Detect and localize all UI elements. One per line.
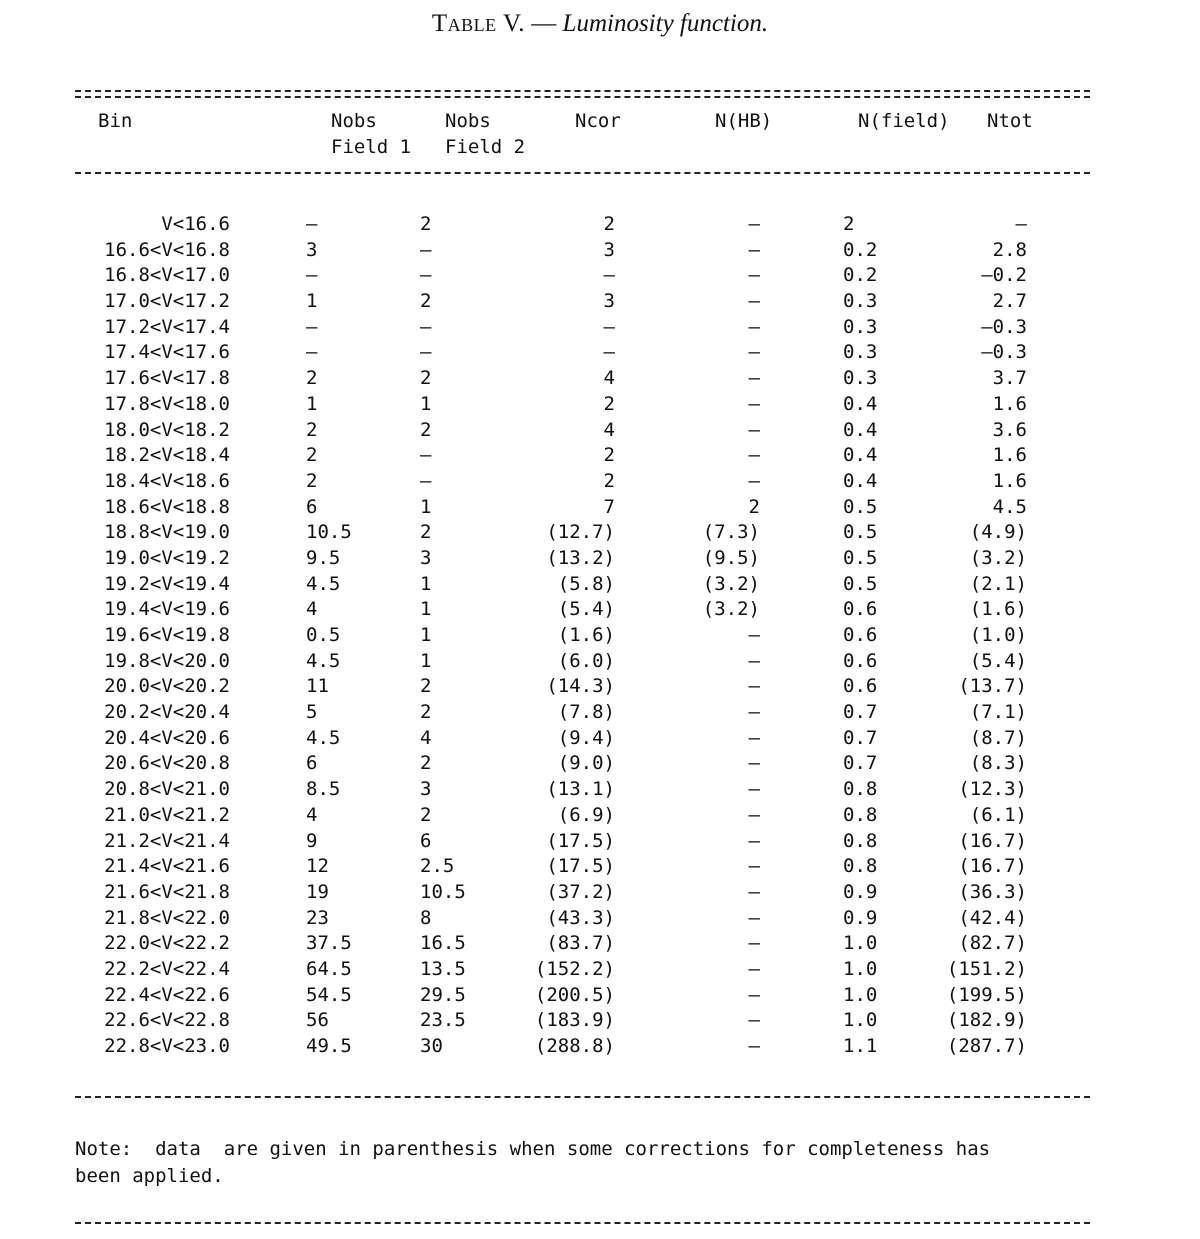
cell-ncor: (6.0) bbox=[557, 649, 615, 672]
cell-bin: 17.8<V<18.0 bbox=[104, 392, 230, 415]
cell-bin: 18.6<V<18.8 bbox=[104, 495, 230, 518]
cell-ncor: (1.6) bbox=[557, 624, 615, 646]
cell-ncor: 2 bbox=[603, 444, 615, 467]
cell-ncor: 3 bbox=[603, 238, 615, 261]
cell-nobs-field2: 29.5 bbox=[420, 983, 466, 1006]
cell-bin: 19.6<V<19.8 bbox=[104, 624, 230, 646]
cell-nfield: 0.6 bbox=[843, 649, 878, 672]
cell-ntot: –0.3 bbox=[981, 315, 1027, 338]
cell-nhb: – bbox=[748, 778, 760, 801]
cell-nobs-field2: 10.5 bbox=[420, 880, 466, 903]
table-row bbox=[0, 546, 1200, 572]
cell-nobs-field2: 30 bbox=[420, 1035, 443, 1057]
cell-bin: 21.0<V<21.2 bbox=[104, 803, 230, 826]
cell-nobs-field1: 6 bbox=[306, 752, 318, 775]
cell-bin: 18.4<V<18.6 bbox=[104, 469, 230, 492]
cell-nhb: (3.2) bbox=[702, 598, 760, 621]
cell-nfield: 0.4 bbox=[843, 418, 878, 441]
table-row bbox=[0, 726, 1200, 752]
cell-ncor: (17.5) bbox=[546, 855, 615, 878]
cell-nobs-field1: 64.5 bbox=[306, 957, 352, 980]
cell-ntot: 3.6 bbox=[992, 418, 1027, 441]
cell-nobs-field1: 10.5 bbox=[306, 521, 352, 544]
cell-ntot: 2.8 bbox=[992, 238, 1027, 261]
cell-bin: 20.8<V<21.0 bbox=[104, 778, 230, 801]
cell-bin: 22.2<V<22.4 bbox=[104, 957, 230, 980]
cell-bin: 18.2<V<18.4 bbox=[104, 444, 230, 467]
cell-bin: 21.8<V<22.0 bbox=[104, 906, 230, 929]
cell-ntot: (151.2) bbox=[946, 957, 1027, 980]
cell-ncor: – bbox=[603, 264, 615, 287]
table-caption bbox=[0, 10, 1200, 38]
cell-nhb: – bbox=[748, 1035, 760, 1057]
cell-nobs-field1: 4 bbox=[306, 803, 318, 826]
cell-ntot: (12.3) bbox=[958, 778, 1027, 801]
cell-nobs-field2: 3 bbox=[420, 778, 432, 801]
cell-nfield: 0.5 bbox=[843, 546, 878, 569]
table-row bbox=[0, 289, 1200, 315]
cell-ncor: 3 bbox=[603, 290, 615, 313]
cell-nobs-field2: 1 bbox=[420, 392, 432, 415]
cell-nfield: 0.7 bbox=[843, 726, 878, 749]
cell-nobs-field2: 6 bbox=[420, 829, 432, 852]
cell-nobs-field2: 2 bbox=[420, 701, 432, 724]
cell-nfield: 0.6 bbox=[843, 624, 878, 646]
cell-ntot: (13.7) bbox=[958, 675, 1027, 698]
cell-nfield: 0.8 bbox=[843, 803, 878, 826]
table-row bbox=[0, 263, 1200, 289]
cell-ntot: (287.7) bbox=[946, 1035, 1027, 1057]
table-row bbox=[0, 983, 1200, 1009]
cell-nhb: – bbox=[748, 726, 760, 749]
cell-ncor: (9.0) bbox=[557, 752, 615, 775]
cell-bin: 16.8<V<17.0 bbox=[104, 264, 230, 287]
cell-ntot: (16.7) bbox=[958, 855, 1027, 878]
cell-ncor: 4 bbox=[603, 367, 615, 390]
cell-ncor: (9.4) bbox=[557, 726, 615, 749]
cell-bin: 20.4<V<20.6 bbox=[104, 726, 230, 749]
cell-ncor: (288.8) bbox=[534, 1035, 615, 1057]
cell-nobs-field2: 1 bbox=[420, 572, 432, 595]
table-row bbox=[0, 212, 1200, 238]
cell-bin: 17.0<V<17.2 bbox=[104, 290, 230, 313]
cell-nhb: – bbox=[748, 701, 760, 724]
table-row bbox=[0, 777, 1200, 803]
cell-bin: 19.4<V<19.6 bbox=[104, 598, 230, 621]
table-note bbox=[75, 1136, 1115, 1190]
header-nfield: N(field) bbox=[858, 110, 950, 132]
cell-nobs-field2: 2 bbox=[420, 367, 432, 390]
note-line-1: Note: data are given in parenthesis when some corrections for completeness has bbox=[75, 1138, 991, 1160]
cell-nobs-field2: 2 bbox=[420, 675, 432, 698]
cell-nhb: – bbox=[748, 213, 760, 235]
cell-ntot: (36.3) bbox=[958, 880, 1027, 903]
cell-ntot: 3.7 bbox=[992, 367, 1027, 390]
cell-bin: 20.6<V<20.8 bbox=[104, 752, 230, 775]
cell-nfield: 0.9 bbox=[843, 906, 878, 929]
cell-ncor: (43.3) bbox=[546, 906, 615, 929]
cell-ncor: – bbox=[603, 341, 615, 364]
table-row bbox=[0, 469, 1200, 495]
cell-nfield: 1.0 bbox=[843, 1009, 878, 1032]
cell-nhb: – bbox=[748, 392, 760, 415]
cell-ntot: (5.4) bbox=[969, 649, 1027, 672]
cell-ntot: (1.0) bbox=[969, 624, 1027, 646]
header-nobs-field2 bbox=[445, 108, 525, 160]
table-row bbox=[0, 649, 1200, 675]
table-row bbox=[0, 1034, 1200, 1060]
table-row bbox=[0, 392, 1200, 418]
cell-bin: 19.8<V<20.0 bbox=[104, 649, 230, 672]
cell-nhb: – bbox=[748, 290, 760, 313]
cell-nobs-field2: 2 bbox=[420, 803, 432, 826]
cell-nobs-field1: 12 bbox=[306, 855, 329, 878]
table-row bbox=[0, 1008, 1200, 1034]
cell-nobs-field2: 2 bbox=[420, 752, 432, 775]
cell-ncor: (152.2) bbox=[534, 957, 615, 980]
cell-nhb: – bbox=[748, 264, 760, 287]
cell-nfield: 0.3 bbox=[843, 315, 878, 338]
table-row bbox=[0, 495, 1200, 521]
cell-ntot: (42.4) bbox=[958, 906, 1027, 929]
cell-bin: 22.8<V<23.0 bbox=[104, 1035, 230, 1057]
cell-nfield: 1.0 bbox=[843, 983, 878, 1006]
cell-ncor: (5.4) bbox=[557, 598, 615, 621]
cell-nhb: – bbox=[748, 238, 760, 261]
cell-nfield: 1.0 bbox=[843, 957, 878, 980]
cell-nobs-field2: 2 bbox=[420, 213, 432, 235]
cell-ncor: (6.9) bbox=[557, 803, 615, 826]
cell-bin: 16.6<V<16.8 bbox=[104, 238, 230, 261]
cell-nhb: – bbox=[748, 880, 760, 903]
cell-nfield: 0.2 bbox=[843, 264, 878, 287]
cell-ntot: 4.5 bbox=[992, 495, 1027, 518]
cell-nfield: 0.7 bbox=[843, 701, 878, 724]
cell-nobs-field1: 5 bbox=[306, 701, 318, 724]
cell-ntot: (6.1) bbox=[969, 803, 1027, 826]
cell-nobs-field1: 4.5 bbox=[306, 649, 341, 672]
cell-ntot: (1.6) bbox=[969, 598, 1027, 621]
cell-nobs-field1: 4 bbox=[306, 598, 318, 621]
cell-bin: 21.2<V<21.4 bbox=[104, 829, 230, 852]
table-row bbox=[0, 623, 1200, 649]
caption-dash: — bbox=[531, 10, 557, 37]
top-double-rule bbox=[75, 90, 1090, 98]
cell-bin: 19.0<V<19.2 bbox=[104, 546, 230, 569]
cell-bin: 18.8<V<19.0 bbox=[104, 521, 230, 544]
cell-nfield: 0.6 bbox=[843, 598, 878, 621]
table-row bbox=[0, 572, 1200, 598]
cell-ncor: (83.7) bbox=[546, 932, 615, 955]
cell-nhb: – bbox=[748, 1009, 760, 1032]
cell-ntot: (82.7) bbox=[958, 932, 1027, 955]
cell-ntot: 1.6 bbox=[992, 469, 1027, 492]
cell-nobs-field1: 37.5 bbox=[306, 932, 352, 955]
cell-nhb: (9.5) bbox=[702, 546, 760, 569]
cell-nobs-field2: 2 bbox=[420, 418, 432, 441]
cell-bin: 20.0<V<20.2 bbox=[104, 675, 230, 698]
cell-nobs-field1: 11 bbox=[306, 675, 329, 698]
table-caption-text: Luminosity function. bbox=[562, 10, 769, 37]
cell-bin: 17.4<V<17.6 bbox=[104, 341, 230, 364]
cell-nobs-field2: 2 bbox=[420, 290, 432, 313]
cell-ntot: (199.5) bbox=[946, 983, 1027, 1006]
cell-nhb: – bbox=[748, 675, 760, 698]
cell-bin: 22.6<V<22.8 bbox=[104, 1009, 230, 1032]
cell-nobs-field2: 1 bbox=[420, 495, 432, 518]
cell-nhb: – bbox=[748, 444, 760, 467]
cell-nobs-field1: 1 bbox=[306, 290, 318, 313]
cell-nhb: – bbox=[748, 367, 760, 390]
cell-ncor: (183.9) bbox=[534, 1009, 615, 1032]
cell-nobs-field2: 1 bbox=[420, 649, 432, 672]
cell-nobs-field2: 2 bbox=[420, 521, 432, 544]
cell-ntot: (8.3) bbox=[969, 752, 1027, 775]
cell-ncor: (13.1) bbox=[546, 778, 615, 801]
cell-ncor: 2 bbox=[603, 469, 615, 492]
table-row bbox=[0, 238, 1200, 264]
cell-nhb: – bbox=[748, 855, 760, 878]
bottom-rule bbox=[75, 1096, 1090, 1098]
cell-nobs-field1: 4.5 bbox=[306, 572, 341, 595]
cell-nobs-field2: 1 bbox=[420, 624, 432, 646]
cell-nhb: – bbox=[748, 469, 760, 492]
table-row bbox=[0, 315, 1200, 341]
header-nobs2: Nobs bbox=[445, 110, 491, 132]
cell-nfield: 2 bbox=[843, 213, 855, 235]
cell-ncor: 4 bbox=[603, 418, 615, 441]
cell-bin: 18.0<V<18.2 bbox=[104, 418, 230, 441]
cell-nobs-field2: 2.5 bbox=[420, 855, 455, 878]
cell-nobs-field1: 54.5 bbox=[306, 983, 352, 1006]
cell-ntot: 2.7 bbox=[992, 290, 1027, 313]
header-ntot: Ntot bbox=[987, 110, 1033, 132]
cell-bin: 17.2<V<17.4 bbox=[104, 315, 230, 338]
cell-nobs-field1: 2 bbox=[306, 469, 318, 492]
cell-nobs-field2: – bbox=[420, 444, 432, 467]
cell-nobs-field1: 2 bbox=[306, 367, 318, 390]
cell-ncor: 7 bbox=[603, 495, 615, 518]
cell-ncor: (14.3) bbox=[546, 675, 615, 698]
table-row bbox=[0, 443, 1200, 469]
cell-nhb: – bbox=[748, 752, 760, 775]
table-row bbox=[0, 906, 1200, 932]
cell-nfield: 0.4 bbox=[843, 392, 878, 415]
cell-nfield: 0.7 bbox=[843, 752, 878, 775]
cell-nobs-field1: – bbox=[306, 341, 318, 364]
cell-nhb: – bbox=[748, 957, 760, 980]
cell-nobs-field1: 2 bbox=[306, 444, 318, 467]
cell-nhb: – bbox=[748, 649, 760, 672]
cell-ntot: (2.1) bbox=[969, 572, 1027, 595]
cell-nobs-field1: 6 bbox=[306, 495, 318, 518]
table-row bbox=[0, 520, 1200, 546]
cell-ntot: (16.7) bbox=[958, 829, 1027, 852]
cell-ncor: (7.8) bbox=[557, 701, 615, 724]
cell-nfield: 0.5 bbox=[843, 572, 878, 595]
cell-nobs-field1: – bbox=[306, 264, 318, 287]
cell-ncor: 2 bbox=[603, 213, 615, 235]
cell-nobs-field1: 9.5 bbox=[306, 546, 341, 569]
cell-bin: 19.2<V<19.4 bbox=[104, 572, 230, 595]
cell-nhb: – bbox=[748, 418, 760, 441]
table-row bbox=[0, 366, 1200, 392]
cell-bin: 21.6<V<21.8 bbox=[104, 880, 230, 903]
note-rule bbox=[75, 1222, 1090, 1224]
cell-nobs-field1: 19 bbox=[306, 880, 329, 903]
header-field1: Field 1 bbox=[331, 136, 412, 158]
cell-ntot: (8.7) bbox=[969, 726, 1027, 749]
cell-nfield: 0.8 bbox=[843, 829, 878, 852]
header-nhb: N(HB) bbox=[715, 110, 773, 132]
cell-nhb: – bbox=[748, 906, 760, 929]
table-row bbox=[0, 700, 1200, 726]
cell-nobs-field1: 3 bbox=[306, 238, 318, 261]
cell-nfield: 0.8 bbox=[843, 855, 878, 878]
cell-nobs-field2: 1 bbox=[420, 598, 432, 621]
cell-nobs-field1: – bbox=[306, 315, 318, 338]
cell-bin: V<16.6 bbox=[161, 213, 230, 235]
cell-nobs-field2: – bbox=[420, 469, 432, 492]
cell-ntot: – bbox=[1015, 213, 1027, 235]
cell-nhb: – bbox=[748, 983, 760, 1006]
header-rule bbox=[75, 172, 1090, 174]
table-row bbox=[0, 418, 1200, 444]
cell-ncor: (5.8) bbox=[557, 572, 615, 595]
header-nobs-field1 bbox=[331, 108, 411, 160]
cell-nfield: 0.3 bbox=[843, 290, 878, 313]
cell-nfield: 0.2 bbox=[843, 238, 878, 261]
cell-ncor: (13.2) bbox=[546, 546, 615, 569]
table-row bbox=[0, 829, 1200, 855]
table-body bbox=[0, 212, 1200, 1060]
cell-nfield: 0.4 bbox=[843, 444, 878, 467]
cell-bin: 21.4<V<21.6 bbox=[104, 855, 230, 878]
cell-nobs-field1: 9 bbox=[306, 829, 318, 852]
cell-nobs-field2: 16.5 bbox=[420, 932, 466, 955]
cell-ncor: – bbox=[603, 315, 615, 338]
cell-nobs-field1: 4.5 bbox=[306, 726, 341, 749]
cell-nfield: 0.6 bbox=[843, 675, 878, 698]
cell-nobs-field2: 13.5 bbox=[420, 957, 466, 980]
table-row bbox=[0, 597, 1200, 623]
cell-ntot: 1.6 bbox=[992, 444, 1027, 467]
table-label: Table V. bbox=[431, 10, 526, 37]
cell-nfield: 1.1 bbox=[843, 1035, 878, 1057]
cell-nfield: 0.5 bbox=[843, 495, 878, 518]
cell-bin: 17.6<V<17.8 bbox=[104, 367, 230, 390]
cell-nhb: – bbox=[748, 829, 760, 852]
cell-bin: 22.4<V<22.6 bbox=[104, 983, 230, 1006]
cell-nobs-field2: – bbox=[420, 264, 432, 287]
cell-nobs-field1: 23 bbox=[306, 906, 329, 929]
cell-nfield: 0.3 bbox=[843, 341, 878, 364]
header-nobs1: Nobs bbox=[331, 110, 377, 132]
cell-nfield: 1.0 bbox=[843, 932, 878, 955]
cell-ncor: (12.7) bbox=[546, 521, 615, 544]
cell-nobs-field2: 3 bbox=[420, 546, 432, 569]
cell-nhb: (3.2) bbox=[702, 572, 760, 595]
cell-nobs-field2: – bbox=[420, 315, 432, 338]
table-row bbox=[0, 751, 1200, 777]
table-row bbox=[0, 854, 1200, 880]
cell-nobs-field1: 1 bbox=[306, 392, 318, 415]
cell-ncor: (17.5) bbox=[546, 829, 615, 852]
table-row bbox=[0, 880, 1200, 906]
cell-nobs-field1: – bbox=[306, 213, 318, 235]
cell-nhb: – bbox=[748, 341, 760, 364]
table-row bbox=[0, 803, 1200, 829]
cell-ntot: (4.9) bbox=[969, 521, 1027, 544]
cell-nobs-field2: – bbox=[420, 341, 432, 364]
cell-ntot: (182.9) bbox=[946, 1009, 1027, 1032]
cell-nobs-field1: 8.5 bbox=[306, 778, 341, 801]
header-bin: Bin bbox=[98, 110, 133, 132]
cell-nobs-field1: 49.5 bbox=[306, 1035, 352, 1057]
cell-nhb: – bbox=[748, 803, 760, 826]
cell-ncor: 2 bbox=[603, 392, 615, 415]
cell-nhb: – bbox=[748, 315, 760, 338]
cell-nobs-field2: 23.5 bbox=[420, 1009, 466, 1032]
cell-nobs-field1: 0.5 bbox=[306, 624, 341, 646]
table-row bbox=[0, 931, 1200, 957]
cell-nhb: (7.3) bbox=[702, 521, 760, 544]
cell-nobs-field1: 56 bbox=[306, 1009, 329, 1032]
cell-ntot: (3.2) bbox=[969, 546, 1027, 569]
cell-nobs-field2: – bbox=[420, 238, 432, 261]
cell-ncor: (37.2) bbox=[546, 880, 615, 903]
cell-bin: 20.2<V<20.4 bbox=[104, 701, 230, 724]
header-field2: Field 2 bbox=[445, 136, 526, 158]
cell-ntot: –0.2 bbox=[981, 264, 1027, 287]
cell-nfield: 0.5 bbox=[843, 521, 878, 544]
table-row bbox=[0, 674, 1200, 700]
cell-nobs-field2: 4 bbox=[420, 726, 432, 749]
cell-nobs-field2: 8 bbox=[420, 906, 432, 929]
table-row bbox=[0, 340, 1200, 366]
cell-ntot: (7.1) bbox=[969, 701, 1027, 724]
cell-nhb: 2 bbox=[748, 495, 760, 518]
cell-bin: 22.0<V<22.2 bbox=[104, 932, 230, 955]
cell-nfield: 0.4 bbox=[843, 469, 878, 492]
cell-nfield: 0.3 bbox=[843, 367, 878, 390]
header-ncor: Ncor bbox=[575, 110, 621, 132]
note-line-2: been applied. bbox=[75, 1165, 224, 1187]
cell-nobs-field1: 2 bbox=[306, 418, 318, 441]
cell-nfield: 0.8 bbox=[843, 778, 878, 801]
cell-nfield: 0.9 bbox=[843, 880, 878, 903]
cell-ntot: 1.6 bbox=[992, 392, 1027, 415]
cell-ncor: (200.5) bbox=[534, 983, 615, 1006]
cell-nhb: – bbox=[748, 932, 760, 955]
cell-ntot: –0.3 bbox=[981, 341, 1027, 364]
cell-nhb: – bbox=[748, 624, 760, 646]
table-row bbox=[0, 957, 1200, 983]
